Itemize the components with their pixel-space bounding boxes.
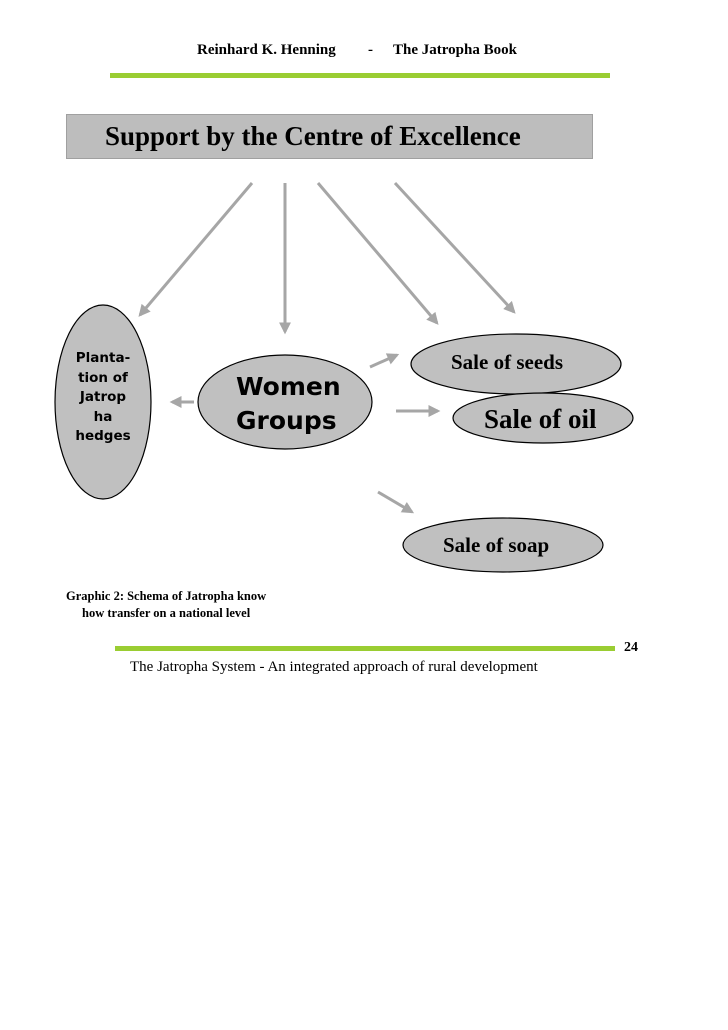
- header-book-title: The Jatropha Book: [393, 42, 517, 58]
- women-groups-label: [236, 370, 341, 438]
- arrow-to-sale-of-seeds-1: [318, 183, 437, 323]
- running-footer: The Jatropha System - An integrated approach of rural development: [130, 659, 538, 675]
- caption-line: how transfer on a national level: [82, 606, 251, 620]
- plantation-label-line: hedges: [75, 428, 131, 444]
- header-author: Reinhard K. Henning: [197, 42, 336, 58]
- plantation-label-line: Jatrop: [79, 389, 127, 405]
- plantation-label-line: tion of: [78, 369, 128, 386]
- sale-of-oil-label: Sale of oil: [484, 404, 597, 434]
- arrow-women-to-soap: [378, 492, 412, 512]
- women-groups-label-line: Groups: [236, 406, 337, 435]
- plantation-label-line: ha: [93, 408, 113, 425]
- sale-of-seeds-label: Sale of seeds: [451, 350, 563, 374]
- arrow-to-plantation: [140, 183, 252, 315]
- plantation-label: [58, 349, 148, 447]
- diagram-title: Support by the Centre of Excellence: [105, 121, 521, 151]
- footer-rule: [115, 646, 615, 651]
- figure-caption: [66, 588, 266, 622]
- page-number: 24: [624, 640, 638, 655]
- women-groups-label-line: Women: [236, 372, 341, 401]
- arrow-women-to-seeds: [370, 355, 397, 367]
- sale-of-soap-label: Sale of soap: [443, 533, 550, 557]
- header-separator: -: [368, 42, 373, 58]
- caption-line: Graphic 2: Schema of Jatropha know: [66, 589, 267, 603]
- plantation-label-line: Planta-: [75, 350, 131, 366]
